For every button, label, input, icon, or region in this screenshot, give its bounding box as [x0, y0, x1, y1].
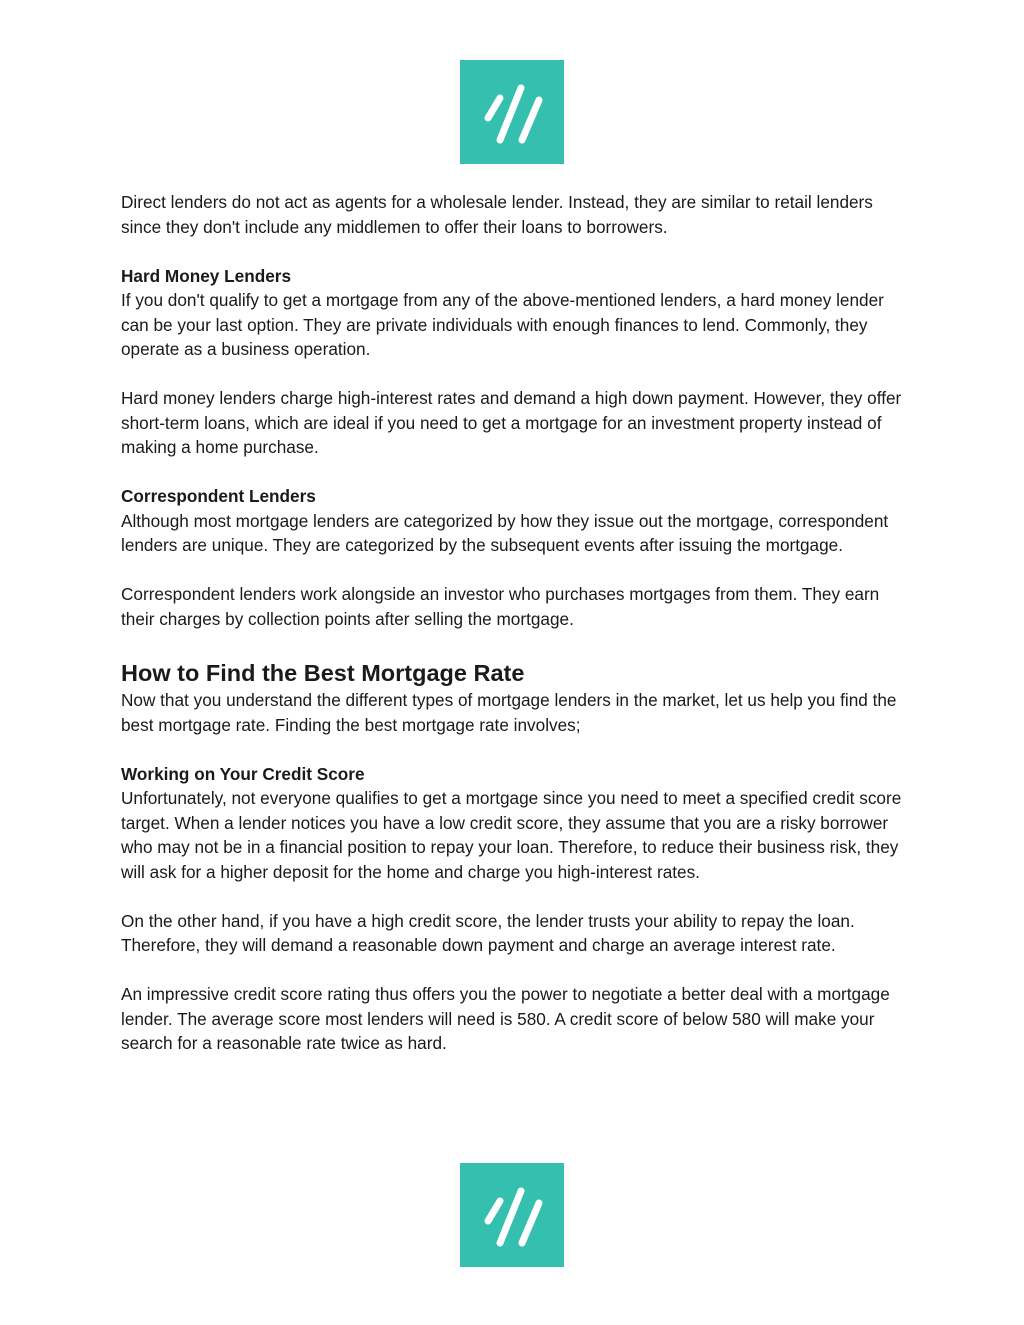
credit-score-paragraph-2: On the other hand, if you have a high credit score, the lender trusts your ability to repay the loan. Therefore, they will demand a reasonable down payment and charge an average interest rate. — [121, 910, 855, 955]
document-body — [121, 190, 911, 1056]
credit-score-paragraph-3: An impressive credit score rating thus offers you the power to negotiate a better deal with a mortgage lender. The average score most lenders will need is 580. A credit score of below 580 will make your search for a reasonable rate twice as hard. — [121, 984, 890, 1053]
triple-slash-logo-icon — [460, 60, 564, 164]
credit-score-heading: Working on Your Credit Score — [121, 763, 365, 784]
logo-top — [460, 60, 564, 164]
best-rate-paragraph: Now that you understand the different types of mortgage lenders in the market, let us help you find the best mortgage rate. Finding the best mortgage rate involves; — [121, 690, 897, 735]
intro-paragraph: Direct lenders do not act as agents for a wholesale lender. Instead, they are similar to retail lenders since they don't include any middlemen to offer their loans to borrowers. — [121, 192, 873, 237]
logo-bottom — [460, 1163, 564, 1267]
hard-money-paragraph-2: Hard money lenders charge high-interest rates and demand a high down payment. However, they offer short-term loans, which are ideal if you need to get a mortgage for an investment property instead of making a home purchase. — [121, 388, 902, 457]
hard-money-paragraph-1: If you don't qualify to get a mortgage from any of the above-mentioned lenders, a hard money lender can be your last option. They are private individuals with enough finances to lend. Commonly, they operate as a business operation. — [121, 290, 884, 359]
correspondent-paragraph-1: Although most mortgage lenders are categorized by how they issue out the mortgage, correspondent lenders are unique. They are categorized by the subsequent events after issuing the mortgage. — [121, 510, 889, 555]
correspondent-paragraph-2: Correspondent lenders work alongside an investor who purchases mortgages from them. They earn their charges by collection points after selling the mortgage. — [121, 584, 880, 629]
best-rate-heading: How to Find the Best Mortgage Rate — [121, 660, 525, 686]
credit-score-paragraph-1: Unfortunately, not everyone qualifies to get a mortgage since you need to meet a specified credit score target. When a lender notices you have a low credit score, they assume that you are a risky borrower who may not be in a financial position to repay your loan. Therefore, to reduce their business risk, they will ask for a higher deposit for the home and charge you high-interest rates. — [121, 788, 902, 882]
triple-slash-logo-icon — [460, 1163, 564, 1267]
hard-money-heading: Hard Money Lenders — [121, 265, 292, 286]
correspondent-heading: Correspondent Lenders — [121, 486, 316, 506]
